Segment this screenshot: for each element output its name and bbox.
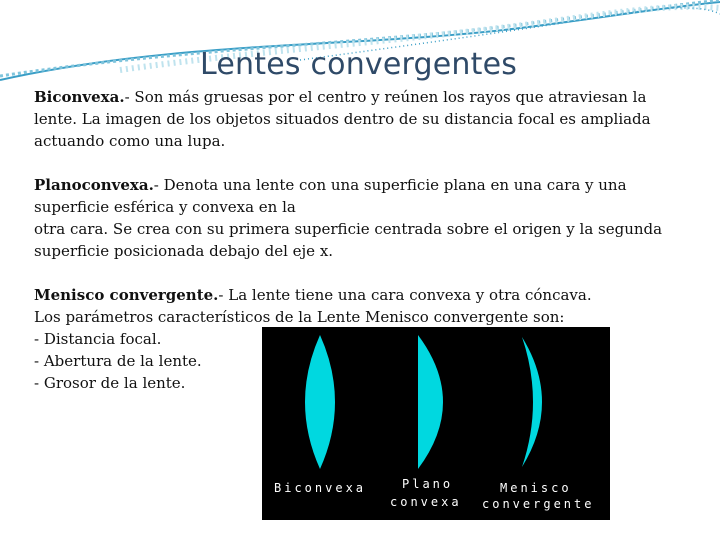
text-line: otra cara. Se crea con su primera superficie centrada sobre el origen y la segunda <box>34 220 663 238</box>
list-item: - Grosor de la lente. <box>34 374 186 392</box>
label-convexa: convexa <box>390 495 462 509</box>
text-line: actuando como una lupa. <box>34 132 226 150</box>
text-line: superficie posicionada debajo del eje x. <box>34 242 334 260</box>
slide-title: Lentes convergentes <box>200 47 518 82</box>
text-line: superficie esférica y convexa en la <box>34 198 296 216</box>
text-line: Los parámetros característicos de la Lente Menisco convergente son: <box>34 308 565 326</box>
text-line: lente. La imagen de los objetos situados dentro de su distancia focal es ampliada <box>34 110 651 128</box>
label-menisco: Menisco <box>500 481 572 495</box>
meniscus-lens-shape <box>522 337 542 467</box>
label-plano: Plano <box>402 477 454 491</box>
lens-figure <box>262 327 610 520</box>
term-biconvexa: Biconvexa. <box>34 88 125 106</box>
label-biconvexa: Biconvexa <box>274 481 367 495</box>
paragraph-planoconvexa <box>34 174 684 262</box>
text-line: - Denota una lente con una superficie plana en una cara y una <box>153 176 627 194</box>
term-planoconvexa: Planoconvexa. <box>34 176 154 194</box>
planoconvex-lens-shape <box>418 335 443 469</box>
list-item: - Abertura de la lente. <box>34 352 202 370</box>
paragraph-biconvexa <box>34 86 684 152</box>
biconvex-lens-shape <box>305 335 335 469</box>
label-convergente: convergente <box>482 497 595 511</box>
text-line: - Son más gruesas por el centro y reúnen los rayos que atraviesan la <box>124 88 647 106</box>
text-line: - La lente tiene una cara convexa y otra cóncava. <box>218 286 592 304</box>
list-item: - Distancia focal. <box>34 330 162 348</box>
term-menisco: Menisco convergente. <box>34 286 219 304</box>
